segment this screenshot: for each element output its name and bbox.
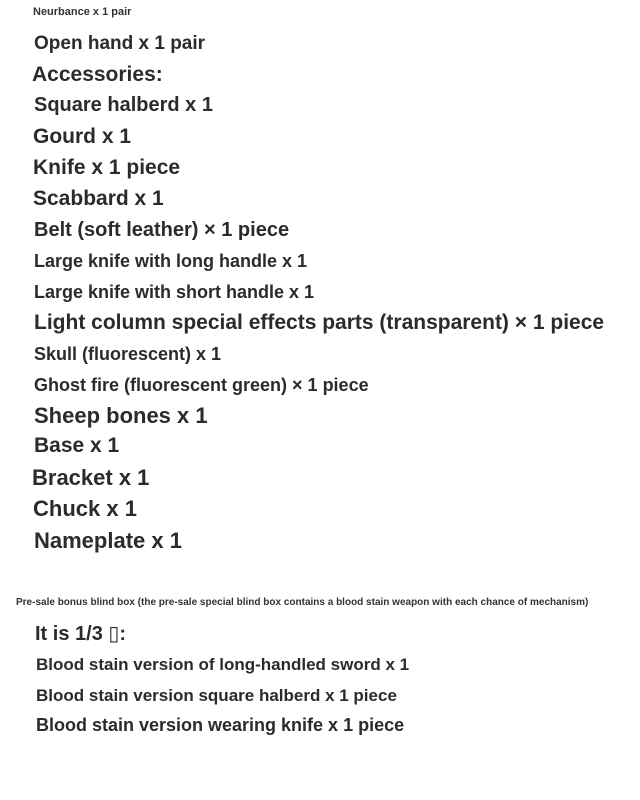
list-item-skull: Skull (fluorescent) x 1 (34, 344, 222, 364)
list-item-square-halberd: Square halberd x 1 (34, 94, 213, 116)
list-item-knife: Knife x 1 piece (33, 156, 181, 179)
presale-odds: It is 1/3 ▯: (35, 623, 127, 645)
header-line: Neurbance x 1 pair (33, 6, 132, 18)
presale-item-wearing-knife: Blood stain version wearing knife x 1 piece (36, 715, 405, 735)
presale-item-square-halberd: Blood stain version square halberd x 1 piece (36, 686, 397, 705)
list-item-light-column: Light column special effects parts (transparent) × 1 piece (34, 311, 605, 334)
list-item-bracket: Bracket x 1 (32, 465, 150, 490)
list-item-large-knife-short: Large knife with short handle x 1 (34, 282, 315, 302)
list-item-sheep-bones: Sheep bones x 1 (34, 403, 208, 428)
list-item-belt: Belt (soft leather) × 1 piece (34, 219, 290, 241)
presale-item-long-handled-sword: Blood stain version of long-handled sword x 1 (36, 655, 410, 674)
list-item-gourd: Gourd x 1 (33, 125, 132, 148)
list-item-nameplate: Nameplate x 1 (34, 528, 182, 553)
presale-note: Pre-sale bonus blind box (the pre-sale special blind box contains a blood stain weapon with each chance of mechanism) (16, 597, 589, 608)
list-item-scabbard: Scabbard x 1 (33, 187, 164, 210)
list-item-open-hand: Open hand x 1 pair (34, 33, 206, 54)
list-item-chuck: Chuck x 1 (33, 496, 137, 521)
list-item-large-knife-long: Large knife with long handle x 1 (34, 251, 308, 271)
accessories-heading: Accessories: (32, 63, 163, 86)
list-item-ghost-fire: Ghost fire (fluorescent green) × 1 piece (34, 375, 369, 395)
list-item-base: Base x 1 (34, 434, 120, 457)
